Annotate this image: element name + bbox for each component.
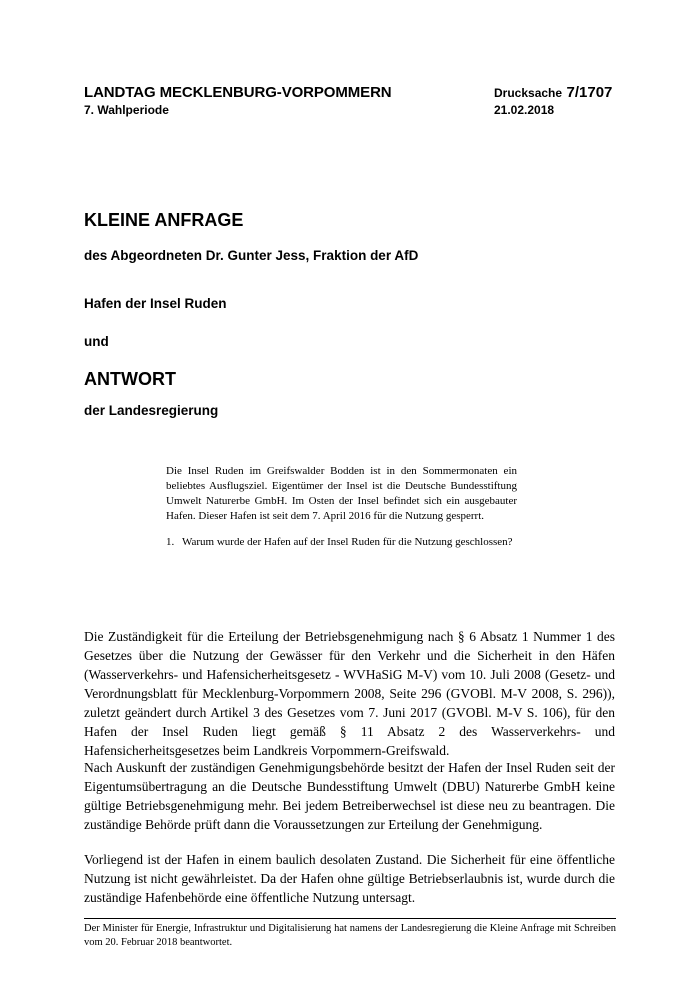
answer-text: Vorliegend ist der Hafen in einem baulich desolaten Zustand. Die Sicherheit für eine öffentliche Nutzung ist nicht gewährleistet. Da der Hafen ohne gültige Betriebserlaubnis ist, wurde durch die zuständige Hafenbehörde eine öffentliche Nutzung untersagt. [84,852,615,905]
landesregierung-line: der Landesregierung [84,403,219,418]
answer-text: Nach Auskunft der zuständigen Genehmigungsbehörde besitzt der Hafen der Insel Ruden seit der Eigentumsübertragung an die Deutsche Bundesstiftung Umwelt (DBU) Naturerbe GmbH keine gültige Betriebsgenehmigung mehr. Bei jedem Betreiberwechsel ist diese neu zu beantragen. Die zuständige Behörde prüft dann die Voraussetzungen zur Erteilung der Genehmigung. [84,760,615,832]
answer-paragraph-2 [84,758,615,834]
antwort-heading: ANTWORT [84,369,176,389]
electoral-period: 7. Wahlperiode [84,103,169,117]
author-line: des Abgeordneten Dr. Gunter Jess, Fraktion der AfD [84,248,419,263]
answer-paragraph-1 [84,627,615,760]
drucksache-number: 7/1707 [566,84,613,101]
question-number: 1. [166,536,175,548]
drucksache-label: Drucksache [494,86,563,100]
answer-text: Die Zuständigkeit für die Erteilung der Betriebsgenehmigung nach § 6 Absatz 1 Nummer 1 des Gesetzes über die Nutzung der Gewässer für den Verkehr und die Sicherheit in den Häfen (Wasserverkehrs- und Hafensicherheitsgesetz - WVHaSiG M-V) vom 10. Juli 2008 (Gesetz- und Verordnungsblatt für Mecklenburg-Vorpommern 2008, Seite 296 (GVOBl. M-V 2008, S. 296)), zuletzt geändert durch Artikel 3 des Gesetzes vom 7. Juni 2017 (GVOBl. M-V S. 106), für den Hafen der Insel Ruden liegt gemäß § 11 Absatz 2 des Wasserverkehrs- und Hafensicherheitsgesetzes beim Landkreis Vorpommern-Greifswald. [84,629,615,758]
question-block [166,464,517,550]
parliament-name: LANDTAG MECKLENBURG-VORPOMMERN [84,84,392,101]
kleine-anfrage-heading: KLEINE ANFRAGE [84,210,244,230]
drucksache-reference [494,84,612,102]
question-item [166,535,517,550]
footnote: Der Minister für Energie, Infrastruktur und Digitalisierung hat namens der Landesregierung die Kleine Anfrage mit Schreiben vom 20. Februar 2018 beantwortet. [84,923,616,948]
answer-paragraph-3 [84,850,615,907]
question-text: Warum wurde der Hafen auf der Insel Ruden für die Nutzung geschlossen? [182,536,513,548]
document-date: 21.02.2018 [494,103,555,117]
question-preamble: Die Insel Ruden im Greifswalder Bodden ist in den Sommermonaten ein beliebtes Ausflugsziel. Eigentümer der Insel ist die Deutsche Bundesstiftung Umwelt Naturerbe GmbH. Im Osten der Insel befindet sich ein ausgebauter Hafen. Dieser Hafen ist seit dem 7. April 2016 für die Nutzung gesperrt. [166,465,517,522]
subject-line: Hafen der Insel Ruden [84,296,227,311]
footnote-divider [84,918,616,919]
und-line: und [84,334,109,349]
